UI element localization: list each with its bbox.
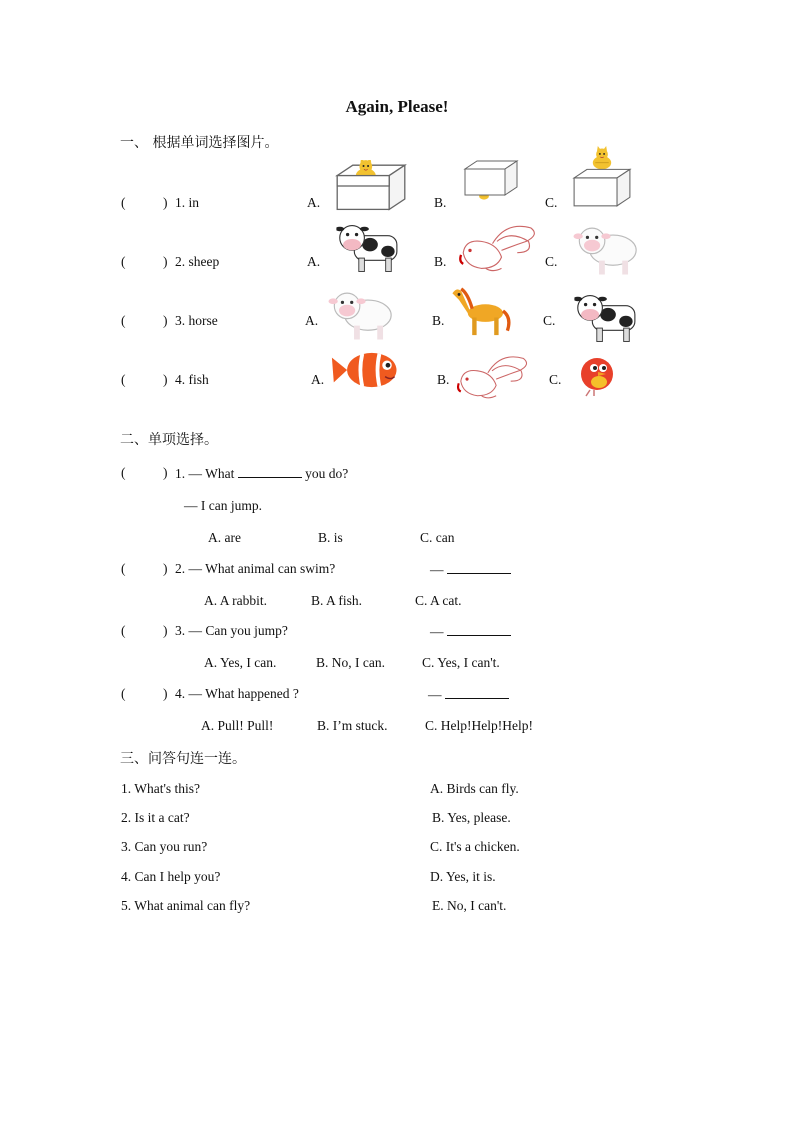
s2-q3-paren-open: ( [121,623,126,638]
match-right-e[interactable]: E. No, I can't. [432,898,507,913]
s2-q1-answer: — I can jump. [184,498,262,513]
s2-q2-text: 2. — What animal can swim? [175,561,336,576]
section1-heading: 一、 根据单词选择图片。 [120,135,279,151]
match-right-d[interactable]: D. Yes, it is. [430,869,496,884]
s2-q3-answer: — [430,623,511,640]
s2-q2-answer: — [430,561,511,578]
s2-q4-opt-c: C. Help!Help!Help! [425,718,533,733]
cow-icon[interactable] [335,220,405,276]
answer-blank[interactable] [447,561,511,574]
q2-word: 2. sheep [175,254,220,269]
s2-q1-text: 1. — What you do? [175,466,349,481]
q4-paren-close: ) [163,372,168,387]
q1-option-c-label: C. [545,195,558,210]
q3-word: 3. horse [175,313,218,328]
answer-blank[interactable] [238,465,302,478]
cow-icon[interactable] [572,290,644,346]
s2-q4-opt-a: A. Pull! Pull! [201,718,274,733]
q3-option-b-label: B. [432,313,445,328]
match-left-1[interactable]: 1. What's this? [121,781,201,796]
cat-on-box-icon[interactable] [560,146,644,208]
q4-paren-open: ( [121,372,126,387]
q4-word: 4. fish [175,372,209,387]
s2-q4-paren-open: ( [121,686,126,701]
match-right-a[interactable]: A. Birds can fly. [430,781,519,796]
s2-q4-opt-b: B. I’m stuck. [317,718,388,733]
section2-heading: 二、单项选择。 [120,432,218,448]
q2-option-a-label: A. [307,254,321,269]
match-left-4[interactable]: 4. Can I help you? [121,869,221,884]
s2-q2-opt-b: B. A fish. [311,593,363,608]
q1-option-a-label: A. [307,195,321,210]
cat-in-box-icon[interactable] [330,160,412,212]
answer-blank[interactable] [447,623,511,636]
q2-option-b-label: B. [434,254,447,269]
q2-option-c-label: C. [545,254,558,269]
match-left-5[interactable]: 5. What animal can fly? [121,898,251,913]
s2-q1-opt-c: C. can [420,530,455,545]
match-right-c[interactable]: C. It's a chicken. [430,839,520,854]
q1-word: 1. in [175,195,200,210]
rabbit-outline-icon[interactable] [450,350,534,402]
q2-paren-close: ) [163,254,168,269]
s2-q1-paren-close: ) [163,465,168,480]
horse-icon[interactable] [448,284,514,340]
q1-paren-open: ( [121,195,126,210]
q1-paren-close: ) [163,195,168,210]
bird-icon[interactable] [572,350,622,400]
s2-q3-opt-c: C. Yes, I can't. [422,655,500,670]
s2-q3-text: 3. — Can you jump? [175,623,288,638]
s2-q1-opt-b: B. is [318,530,343,545]
s2-q3-paren-close: ) [163,623,168,638]
s2-q3-opt-a: A. Yes, I can. [204,655,277,670]
s2-q4-answer: — [428,686,509,703]
page-title: Again, Please! [345,97,449,116]
s2-q2-paren-open: ( [121,561,126,576]
q3-option-c-label: C. [543,313,556,328]
match-left-3[interactable]: 3. Can you run? [121,839,208,854]
fish-icon[interactable] [330,346,406,394]
cat-under-box-icon[interactable] [460,157,522,205]
s2-q2-paren-close: ) [163,561,168,576]
s2-q1-paren-open: ( [121,465,126,480]
s2-q2-opt-c: C. A cat. [415,593,462,608]
rabbit-outline-icon[interactable] [452,218,542,276]
q4-option-b-label: B. [437,372,450,387]
sheep-icon[interactable] [325,285,397,343]
q3-option-a-label: A. [305,313,319,328]
q4-option-c-label: C. [549,372,562,387]
q4-option-a-label: A. [311,372,325,387]
q2-paren-open: ( [121,254,126,269]
answer-blank[interactable] [445,686,509,699]
sheep-icon[interactable] [570,220,642,278]
s2-q2-opt-a: A. A rabbit. [204,593,267,608]
s2-q4-paren-close: ) [163,686,168,701]
s2-q4-text: 4. — What happened ? [175,686,299,701]
match-right-b[interactable]: B. Yes, please. [432,810,511,825]
match-left-2[interactable]: 2. Is it a cat? [121,810,190,825]
s2-q1-opt-a: A. are [208,530,241,545]
s2-q3-opt-b: B. No, I can. [316,655,385,670]
q3-paren-open: ( [121,313,126,328]
q3-paren-close: ) [163,313,168,328]
section3-heading: 三、问答句连一连。 [120,751,246,767]
q1-option-b-label: B. [434,195,447,210]
